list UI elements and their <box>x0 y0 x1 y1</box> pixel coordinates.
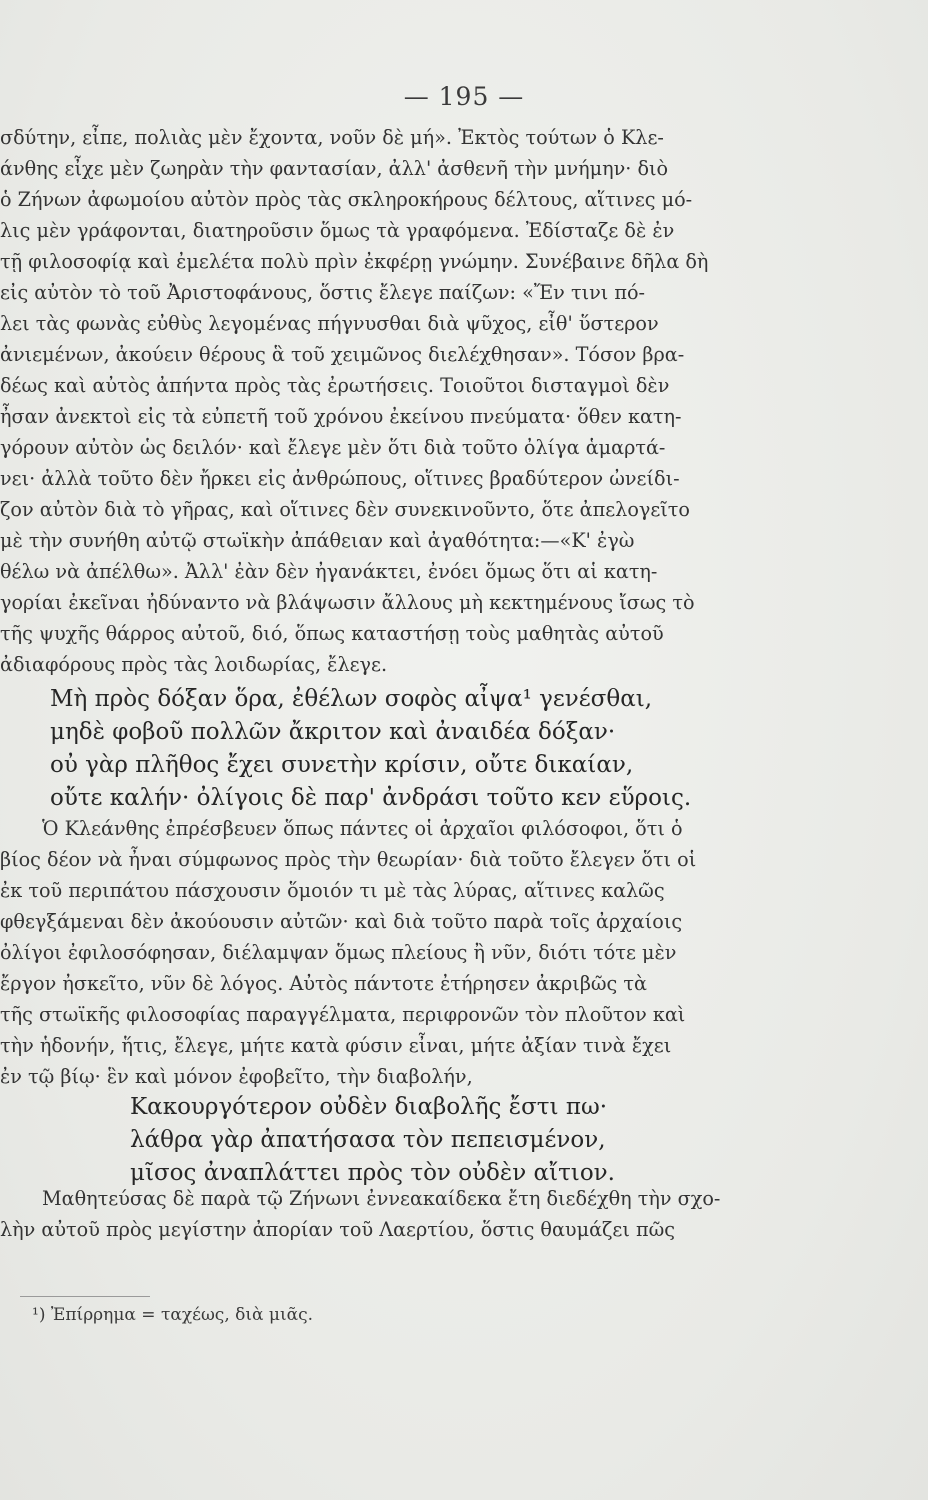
verse-line: Κακουργότερον οὐδὲν διαβολῆς ἔστι πω· <box>130 1094 608 1120</box>
text-line: βίος δέον νὰ ἦναι σύμφωνος πρὸς τὴν θεωρίαν· διὰ τοῦτο ἔλεγεν ὅτι οἱ <box>0 848 697 871</box>
verse-quote-1 <box>50 683 691 815</box>
text-line: ὁ Ζήνων ἀφωμοίου αὐτὸν πρὸς τὰς σκληροκήρους δέλτους, αἵτινες μό- <box>0 188 693 211</box>
text-line: ἀνιεμένων, ἀκούειν θέρους ἃ τοῦ χειμῶνος διελέχθησαν». Τόσον βρα- <box>0 343 685 366</box>
text-line: τῆς ψυχῆς θάρρος αὐτοῦ, διό, ὅπως καταστήσῃ τοὺς μαθητὰς αὐτοῦ <box>0 622 664 645</box>
text-line: γορίαι ἐκεῖναι ἠδύναντο νὰ βλάψωσιν ἄλλους μὴ κεκτημένους ἴσως τὸ <box>0 591 695 614</box>
text-line: θέλω νὰ ἀπέλθω». Ἀλλ' ἐὰν δὲν ἠγανάκτει, ἐνόει ὅμως ὅτι αἱ κατη- <box>0 560 658 583</box>
text-line: δέως καὶ αὐτὸς ἀπήντα πρὸς τὰς ἐρωτήσεις. Τοιοῦτοι δισταγμοὶ δὲν <box>0 374 670 397</box>
text-line: άνθης εἶχε μὲν ζωηρὰν τὴν φαντασίαν, ἀλλ' ἀσθενῆ τὴν μνήμην· διὸ <box>0 157 669 180</box>
text-line: Ὁ Κλεάνθης ἐπρέσβευεν ὅπως πάντες οἱ ἀρχαῖοι φιλόσοφοι, ὅτι ὁ <box>42 817 683 840</box>
text-line: εἰς αὐτὸν τὸ τοῦ Ἀριστοφάνους, ὅστις ἔλεγε παίζων: «Ἔν τινι πό- <box>0 281 646 304</box>
verse-line: οὐ γὰρ πλῆθος ἔχει συνετὴν κρίσιν, οὔτε δικαίαν, <box>50 752 634 778</box>
paragraph-block-1 <box>0 122 906 680</box>
text-line: λις μὲν γράφονται, διατηροῦσιν ὅμως τὰ γραφόμενα. Ἐδίσταζε δὲ ἐν <box>0 219 675 242</box>
text-line: νει· ἀλλὰ τοῦτο δὲν ἤρκει εἰς ἀνθρώπους, οἵτινες βραδύτερον ὠνείδι- <box>0 467 680 490</box>
footnote: ¹) Ἐπίρρημα = ταχέως, διὰ μιᾶς. <box>32 1305 314 1325</box>
text-line: τῇ φιλοσοφίᾳ καὶ ἐμελέτα πολὺ πρὶν ἐκφέρῃ γνώμην. Συνέβαινε δῆλα δὴ <box>0 250 709 273</box>
verse-line: μηδὲ φοβοῦ πολλῶν ἄκριτον καὶ ἀναιδέα δόξαν· <box>50 719 616 745</box>
text-line: Μαθητεύσας δὲ παρὰ τῷ Ζήνωνι ἐννεακαίδεκα ἔτη διεδέχθη τὴν σχο- <box>42 1187 721 1210</box>
verse-quote-2 <box>130 1091 615 1190</box>
text-line: τὴν ἡδονήν, ἥτις, ἔλεγε, μήτε κατὰ φύσιν εἶναι, μήτε ἀξίαν τινὰ ἔχει <box>0 1034 672 1057</box>
text-line: τῆς στωϊκῆς φιλοσοφίας παραγγέλματα, περιφρονῶν τὸν πλοῦτον καὶ <box>0 1003 686 1026</box>
page-number: — 195 — <box>403 82 525 111</box>
footnote-divider <box>20 1296 150 1297</box>
text-line: ἀδιαφόρους πρὸς τὰς λοιδωρίας, ἔλεγε. <box>0 653 388 676</box>
verse-line: οὔτε καλήν· ὀλίγοις δὲ παρ' ἀνδράσι τοῦτο κεν εὕροις. <box>50 785 692 811</box>
verse-line: μῖσος ἀναπλάττει πρὸς τὸν οὐδὲν αἴτιον. <box>130 1160 615 1186</box>
verse-line: λάθρα γὰρ ἀπατήσασα τὸν πεπεισμένον, <box>130 1127 606 1153</box>
text-line: ἦσαν ἀνεκτοὶ εἰς τὰ εὐπετῆ τοῦ χρόνου ἐκείνου πνεύματα· ὅθεν κατη- <box>0 405 682 428</box>
text-line: ἔργον ἠσκεῖτο, νῦν δὲ λόγος. Αὐτὸς πάντοτε ἐτήρησεν ἀκριβῶς τὰ <box>0 972 647 995</box>
text-line: ὀλίγοι ἐφιλοσόφησαν, διέλαμψαν ὅμως πλείους ἢ νῦν, διότι τότε μὲν <box>0 941 677 964</box>
text-line: ἐν τῷ βίῳ· ἓν καὶ μόνον ἐφοβεῖτο, τὴν διαβολήν, <box>0 1065 473 1088</box>
verse-line: Μὴ πρὸς δόξαν ὅρα, ἐθέλων σοφὸς αἶψα¹ γενέσθαι, <box>50 686 653 712</box>
text-line: λὴν αὐτοῦ πρὸς μεγίστην ἀπορίαν τοῦ Λαερτίου, ὅστις θαυμάζει πῶς <box>0 1218 675 1241</box>
text-line: μὲ τὴν συνήθη αὐτῷ στωϊκὴν ἀπάθειαν καὶ ἀγαθότητα:—«Κ' ἐγὼ <box>0 529 635 552</box>
text-line: φθεγξάμεναι δὲν ἀκούουσιν αὐτῶν· καὶ διὰ τοῦτο παρὰ τοῖς ἀρχαίοις <box>0 910 683 933</box>
text-line: ἐκ τοῦ περιπάτου πάσχουσιν ὅμοιόν τι μὲ τὰς λύρας, αἵτινες καλῶς <box>0 879 665 902</box>
text-line: σδύτην, εἶπε, πολιὰς μὲν ἔχοντα, νοῦν δὲ μή». Ἐκτὸς τούτων ὁ Κλε- <box>0 126 664 149</box>
paragraph-block-2 <box>0 813 906 1092</box>
paragraph-block-3 <box>0 1183 906 1245</box>
text-line: λει τὰς φωνὰς εὐθὺς λεγομένας πήγνυσθαι διὰ ψῦχος, εἶθ' ὕστερον <box>0 312 659 335</box>
text-line: γόρουν αὐτὸν ὡς δειλόν· καὶ ἔλεγε μὲν ὅτι διὰ τοῦτο ὀλίγα ἁμαρτά- <box>0 436 666 459</box>
text-line: ζον αὐτὸν διὰ τὸ γῆρας, καὶ οἵτινες δὲν συνεκινοῦντο, ὅτε ἀπελογεῖτο <box>0 498 690 521</box>
